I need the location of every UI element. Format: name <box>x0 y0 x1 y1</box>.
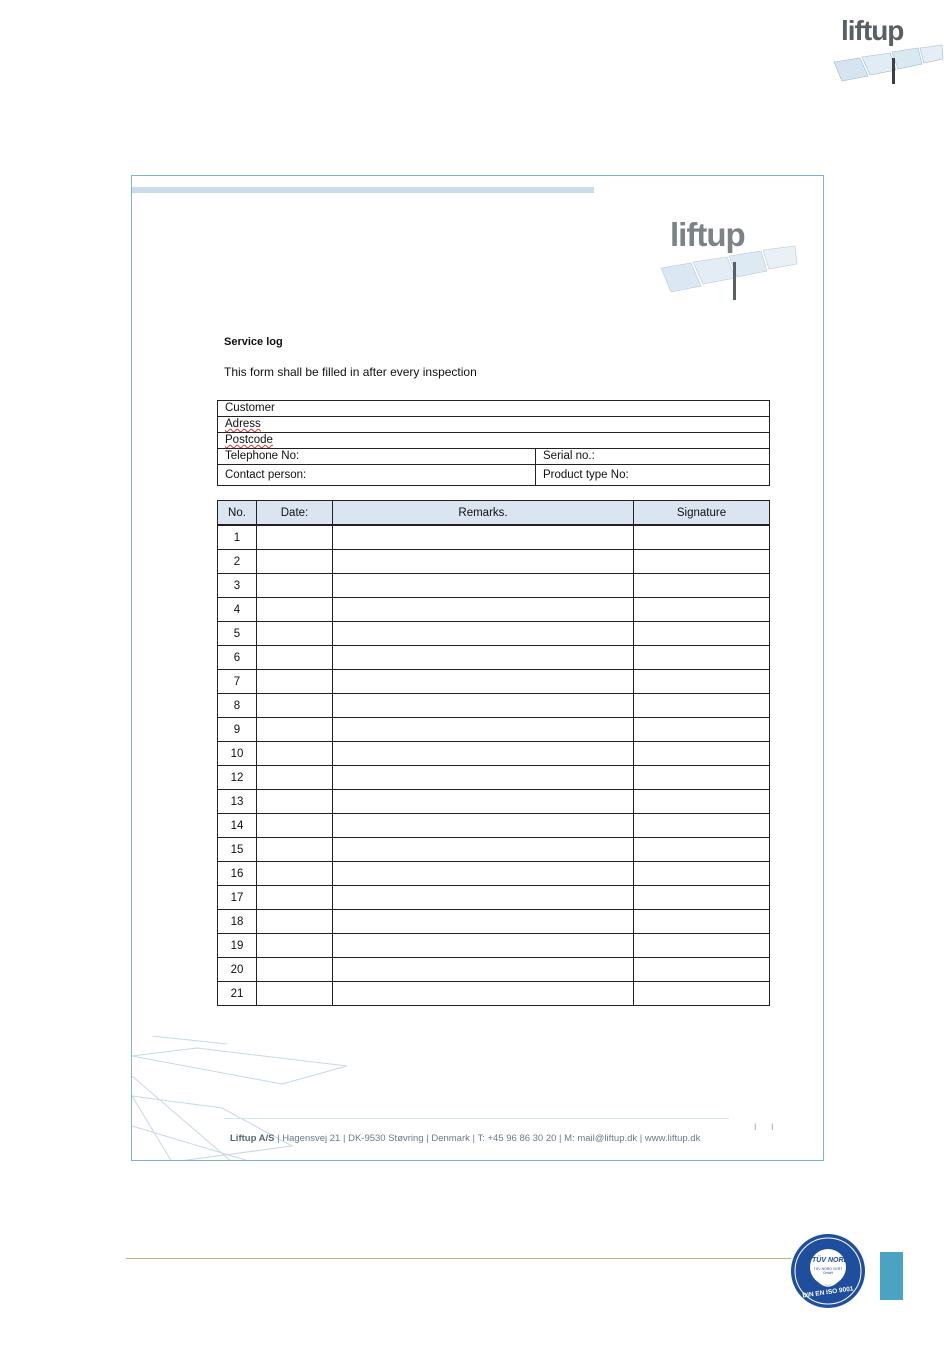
postcode-label: Postcode <box>225 434 273 446</box>
log-row <box>218 718 770 742</box>
log-row <box>218 838 770 862</box>
log-row-remarks-cell[interactable] <box>333 910 634 934</box>
log-row-number: 4 <box>218 598 257 622</box>
log-row-date-cell[interactable] <box>257 525 333 550</box>
log-row <box>218 766 770 790</box>
log-row <box>218 958 770 982</box>
log-row <box>218 574 770 598</box>
info-row-postcode <box>218 433 770 449</box>
log-row-date-cell[interactable] <box>257 622 333 646</box>
log-row <box>218 646 770 670</box>
iso-certificate-seal <box>790 1233 866 1309</box>
log-row <box>218 934 770 958</box>
contact-field[interactable] <box>218 465 536 486</box>
log-header-row <box>218 501 770 526</box>
address-field[interactable] <box>218 417 770 433</box>
log-row-number: 6 <box>218 646 257 670</box>
log-row <box>218 814 770 838</box>
log-row-remarks-cell[interactable] <box>333 670 634 694</box>
log-row-signature-cell[interactable] <box>634 646 770 670</box>
log-row-date-cell[interactable] <box>257 934 333 958</box>
seal-cert-line: TÜV NORD CERT GmbH <box>813 1267 843 1275</box>
log-row-number: 13 <box>218 790 257 814</box>
log-row-signature-cell[interactable] <box>634 838 770 862</box>
log-row <box>218 694 770 718</box>
log-row-remarks-cell[interactable] <box>333 958 634 982</box>
log-row-signature-cell[interactable] <box>634 525 770 550</box>
header-logo-text: liftup <box>841 15 904 46</box>
log-row-date-cell[interactable] <box>257 670 333 694</box>
log-row-date-cell[interactable] <box>257 982 333 1006</box>
log-row-signature-cell[interactable] <box>634 550 770 574</box>
log-row-signature-cell[interactable] <box>634 910 770 934</box>
product-type-field[interactable] <box>536 465 770 486</box>
serial-field[interactable] <box>536 449 770 465</box>
log-row-signature-cell[interactable] <box>634 718 770 742</box>
log-row <box>218 982 770 1006</box>
log-row <box>218 670 770 694</box>
document-title: Service log <box>224 336 283 348</box>
log-row-remarks-cell[interactable] <box>333 766 634 790</box>
document-page-marks: I I <box>754 1122 780 1132</box>
log-row <box>218 525 770 550</box>
log-row-signature-cell[interactable] <box>634 622 770 646</box>
log-row <box>218 910 770 934</box>
log-row-date-cell[interactable] <box>257 838 333 862</box>
log-row-signature-cell[interactable] <box>634 886 770 910</box>
info-row-address <box>218 417 770 433</box>
log-row-signature-cell[interactable] <box>634 742 770 766</box>
log-row-date-cell[interactable] <box>257 598 333 622</box>
log-row-remarks-cell[interactable] <box>333 598 634 622</box>
log-row-signature-cell[interactable] <box>634 766 770 790</box>
info-row-contact <box>218 465 770 486</box>
document-footer <box>230 1133 700 1144</box>
info-row-telephone <box>218 449 770 465</box>
seal-standard: DIN EN ISO 9001 <box>802 1285 854 1300</box>
log-row-date-cell[interactable] <box>257 574 333 598</box>
log-row-date-cell[interactable] <box>257 646 333 670</box>
log-row-signature-cell[interactable] <box>634 958 770 982</box>
log-row-remarks-cell[interactable] <box>333 622 634 646</box>
log-row-remarks-cell[interactable] <box>333 886 634 910</box>
log-row-number: 5 <box>218 622 257 646</box>
log-row-signature-cell[interactable] <box>634 814 770 838</box>
product-type-label: Product type No: <box>543 468 629 481</box>
customer-info-table <box>217 400 770 486</box>
log-row-number: 10 <box>218 742 257 766</box>
contact-label: Contact person: <box>225 468 307 481</box>
log-row-number: 3 <box>218 574 257 598</box>
log-row <box>218 550 770 574</box>
log-row-remarks-cell[interactable] <box>333 574 634 598</box>
log-row-date-cell[interactable] <box>257 790 333 814</box>
log-row-remarks-cell[interactable] <box>333 694 634 718</box>
customer-label: Customer <box>225 402 275 414</box>
header-logo <box>832 15 944 88</box>
log-row-signature-cell[interactable] <box>634 694 770 718</box>
log-row-remarks-cell[interactable] <box>333 525 634 550</box>
postcode-field[interactable] <box>218 433 770 449</box>
telephone-label: Telephone No: <box>225 450 300 462</box>
log-row-date-cell[interactable] <box>257 886 333 910</box>
log-row-number: 21 <box>218 982 257 1006</box>
log-row-remarks-cell[interactable] <box>333 646 634 670</box>
header-signature: Signature <box>634 501 770 526</box>
log-row-signature-cell[interactable] <box>634 862 770 886</box>
header-remarks: Remarks. <box>333 501 634 526</box>
log-row-number: 15 <box>218 838 257 862</box>
document-top-bar <box>132 187 594 193</box>
log-row-remarks-cell[interactable] <box>333 718 634 742</box>
log-row <box>218 886 770 910</box>
footer-address: | Hagensvej 21 | DK-9530 Støvring | Denmark | T: +45 96 86 30 20 | M: mail@liftup.dk | www.liftup.dk <box>277 1133 701 1144</box>
log-row-date-cell[interactable] <box>257 766 333 790</box>
log-row-number: 2 <box>218 550 257 574</box>
log-row-date-cell[interactable] <box>257 958 333 982</box>
document-frame <box>131 175 824 1161</box>
log-row-signature-cell[interactable] <box>634 982 770 1006</box>
log-row-date-cell[interactable] <box>257 910 333 934</box>
header-no: No. <box>218 501 257 526</box>
log-row-date-cell[interactable] <box>257 862 333 886</box>
telephone-field[interactable] <box>218 449 536 465</box>
log-row-remarks-cell[interactable] <box>333 550 634 574</box>
log-row <box>218 598 770 622</box>
document-footer-rule <box>224 1118 729 1119</box>
log-row-signature-cell[interactable] <box>634 598 770 622</box>
log-row <box>218 862 770 886</box>
log-row-remarks-cell[interactable] <box>333 982 634 1006</box>
log-row-number: 12 <box>218 766 257 790</box>
log-row-number: 7 <box>218 670 257 694</box>
service-log-table <box>217 500 770 1006</box>
header-date: Date: <box>257 501 333 526</box>
log-row-signature-cell[interactable] <box>634 574 770 598</box>
log-row-number: 14 <box>218 814 257 838</box>
log-row-remarks-cell[interactable] <box>333 742 634 766</box>
address-label: Adress <box>225 418 261 430</box>
log-row-date-cell[interactable] <box>257 814 333 838</box>
log-row <box>218 790 770 814</box>
log-row-date-cell[interactable] <box>257 694 333 718</box>
log-row-signature-cell[interactable] <box>634 670 770 694</box>
page-side-tab <box>880 1252 903 1300</box>
log-row <box>218 622 770 646</box>
footer-company: Liftup A/S <box>230 1133 275 1144</box>
customer-field[interactable] <box>218 401 770 417</box>
log-row-number: 17 <box>218 886 257 910</box>
log-row <box>218 742 770 766</box>
log-row-remarks-cell[interactable] <box>333 838 634 862</box>
log-row-number: 18 <box>218 910 257 934</box>
document-logo-text: liftup <box>670 216 745 253</box>
log-row-remarks-cell[interactable] <box>333 862 634 886</box>
log-row-signature-cell[interactable] <box>634 934 770 958</box>
log-row-date-cell[interactable] <box>257 550 333 574</box>
log-row-number: 20 <box>218 958 257 982</box>
log-row-number: 16 <box>218 862 257 886</box>
log-row-number: 9 <box>218 718 257 742</box>
log-row-date-cell[interactable] <box>257 742 333 766</box>
seal-brand: TÜV NORD <box>812 1257 849 1264</box>
log-rows <box>218 525 770 1006</box>
log-row-signature-cell[interactable] <box>634 790 770 814</box>
log-row-remarks-cell[interactable] <box>333 814 634 838</box>
log-row-date-cell[interactable] <box>257 718 333 742</box>
log-row-number: 8 <box>218 694 257 718</box>
log-row-remarks-cell[interactable] <box>333 790 634 814</box>
document-logo <box>657 216 802 306</box>
page-bottom-rule <box>126 1258 791 1259</box>
info-row-customer <box>218 401 770 417</box>
document-subtitle: This form shall be filled in after every inspection <box>224 365 477 379</box>
serial-label: Serial no.: <box>543 450 595 462</box>
log-row-remarks-cell[interactable] <box>333 934 634 958</box>
log-row-number: 19 <box>218 934 257 958</box>
log-row-number: 1 <box>218 525 257 550</box>
